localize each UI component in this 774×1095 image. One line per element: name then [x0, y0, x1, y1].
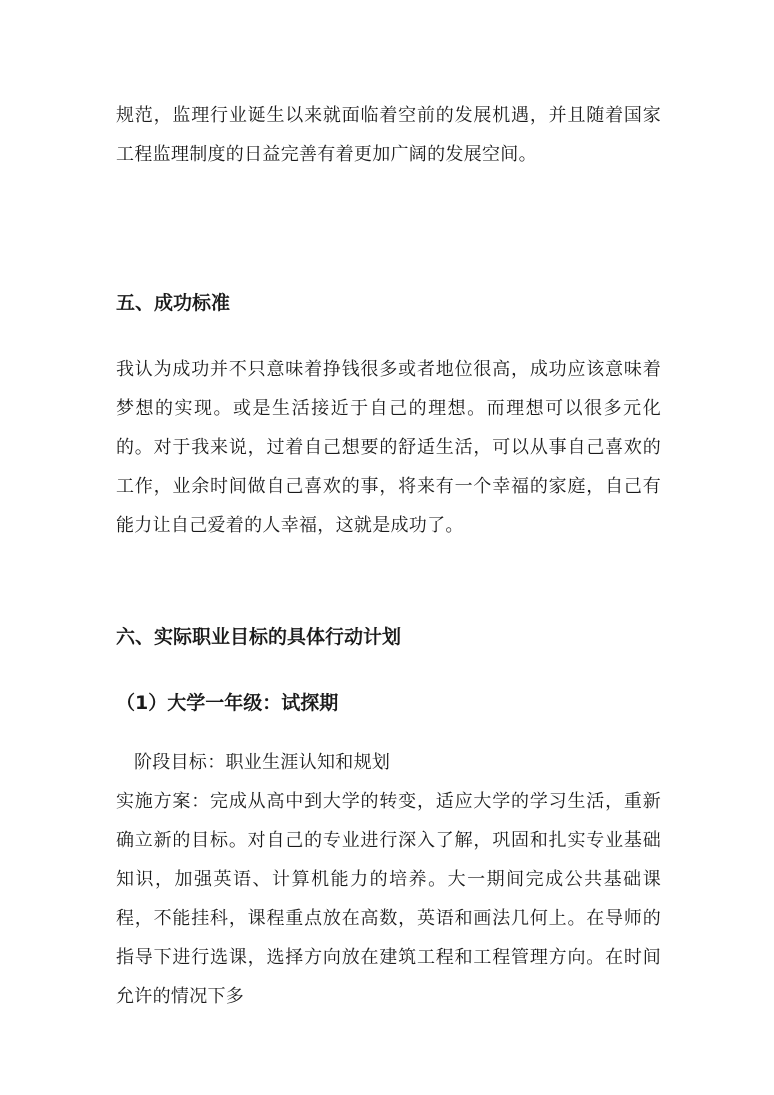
- paragraph-supervision-industry: 规范，监理行业诞生以来就面临着空前的发展机遇，并且随着国家工程监理制度的日益完善有着更加广阔的发展空间。: [116, 105, 661, 165]
- implementation-plan-paragraph: 实施方案：完成从高中到大学的转变，适应大学的学习生活，重新确立新的目标。对自己的专业进行深入了解，巩固和扎实专业基础知识，加强英语、计算机能力的培养。大一期间完成公共基础课程，不能挂科，课程重点放在高数，英语和画法几何上。在导师的指导下进行选课，选择方向放在建筑工程和工程管理方向。在时间允许的情况下多: [116, 791, 661, 1007]
- section-6-heading: 六、实际职业目标的具体行动计划: [116, 626, 402, 648]
- section-5-heading: 五、成功标准: [116, 292, 231, 314]
- stage-goal-text: 阶段目标：职业生涯认知和规划: [134, 752, 391, 773]
- paragraph-success-standard: 我认为成功并不只意味着挣钱很多或者地位很高，成功应该意味着梦想的实现。或是生活接近于自己的理想。而理想可以很多元化的。对于我来说，过着自己想要的舒适生活，可以从事自己喜欢的工作，业余时间做自己喜欢的事，将来有一个幸福的家庭，自己有能力让自己爱着的人幸福，这就是成功了。: [116, 359, 661, 536]
- subsection-1-heading: （1）大学一年级：试探期: [116, 692, 339, 714]
